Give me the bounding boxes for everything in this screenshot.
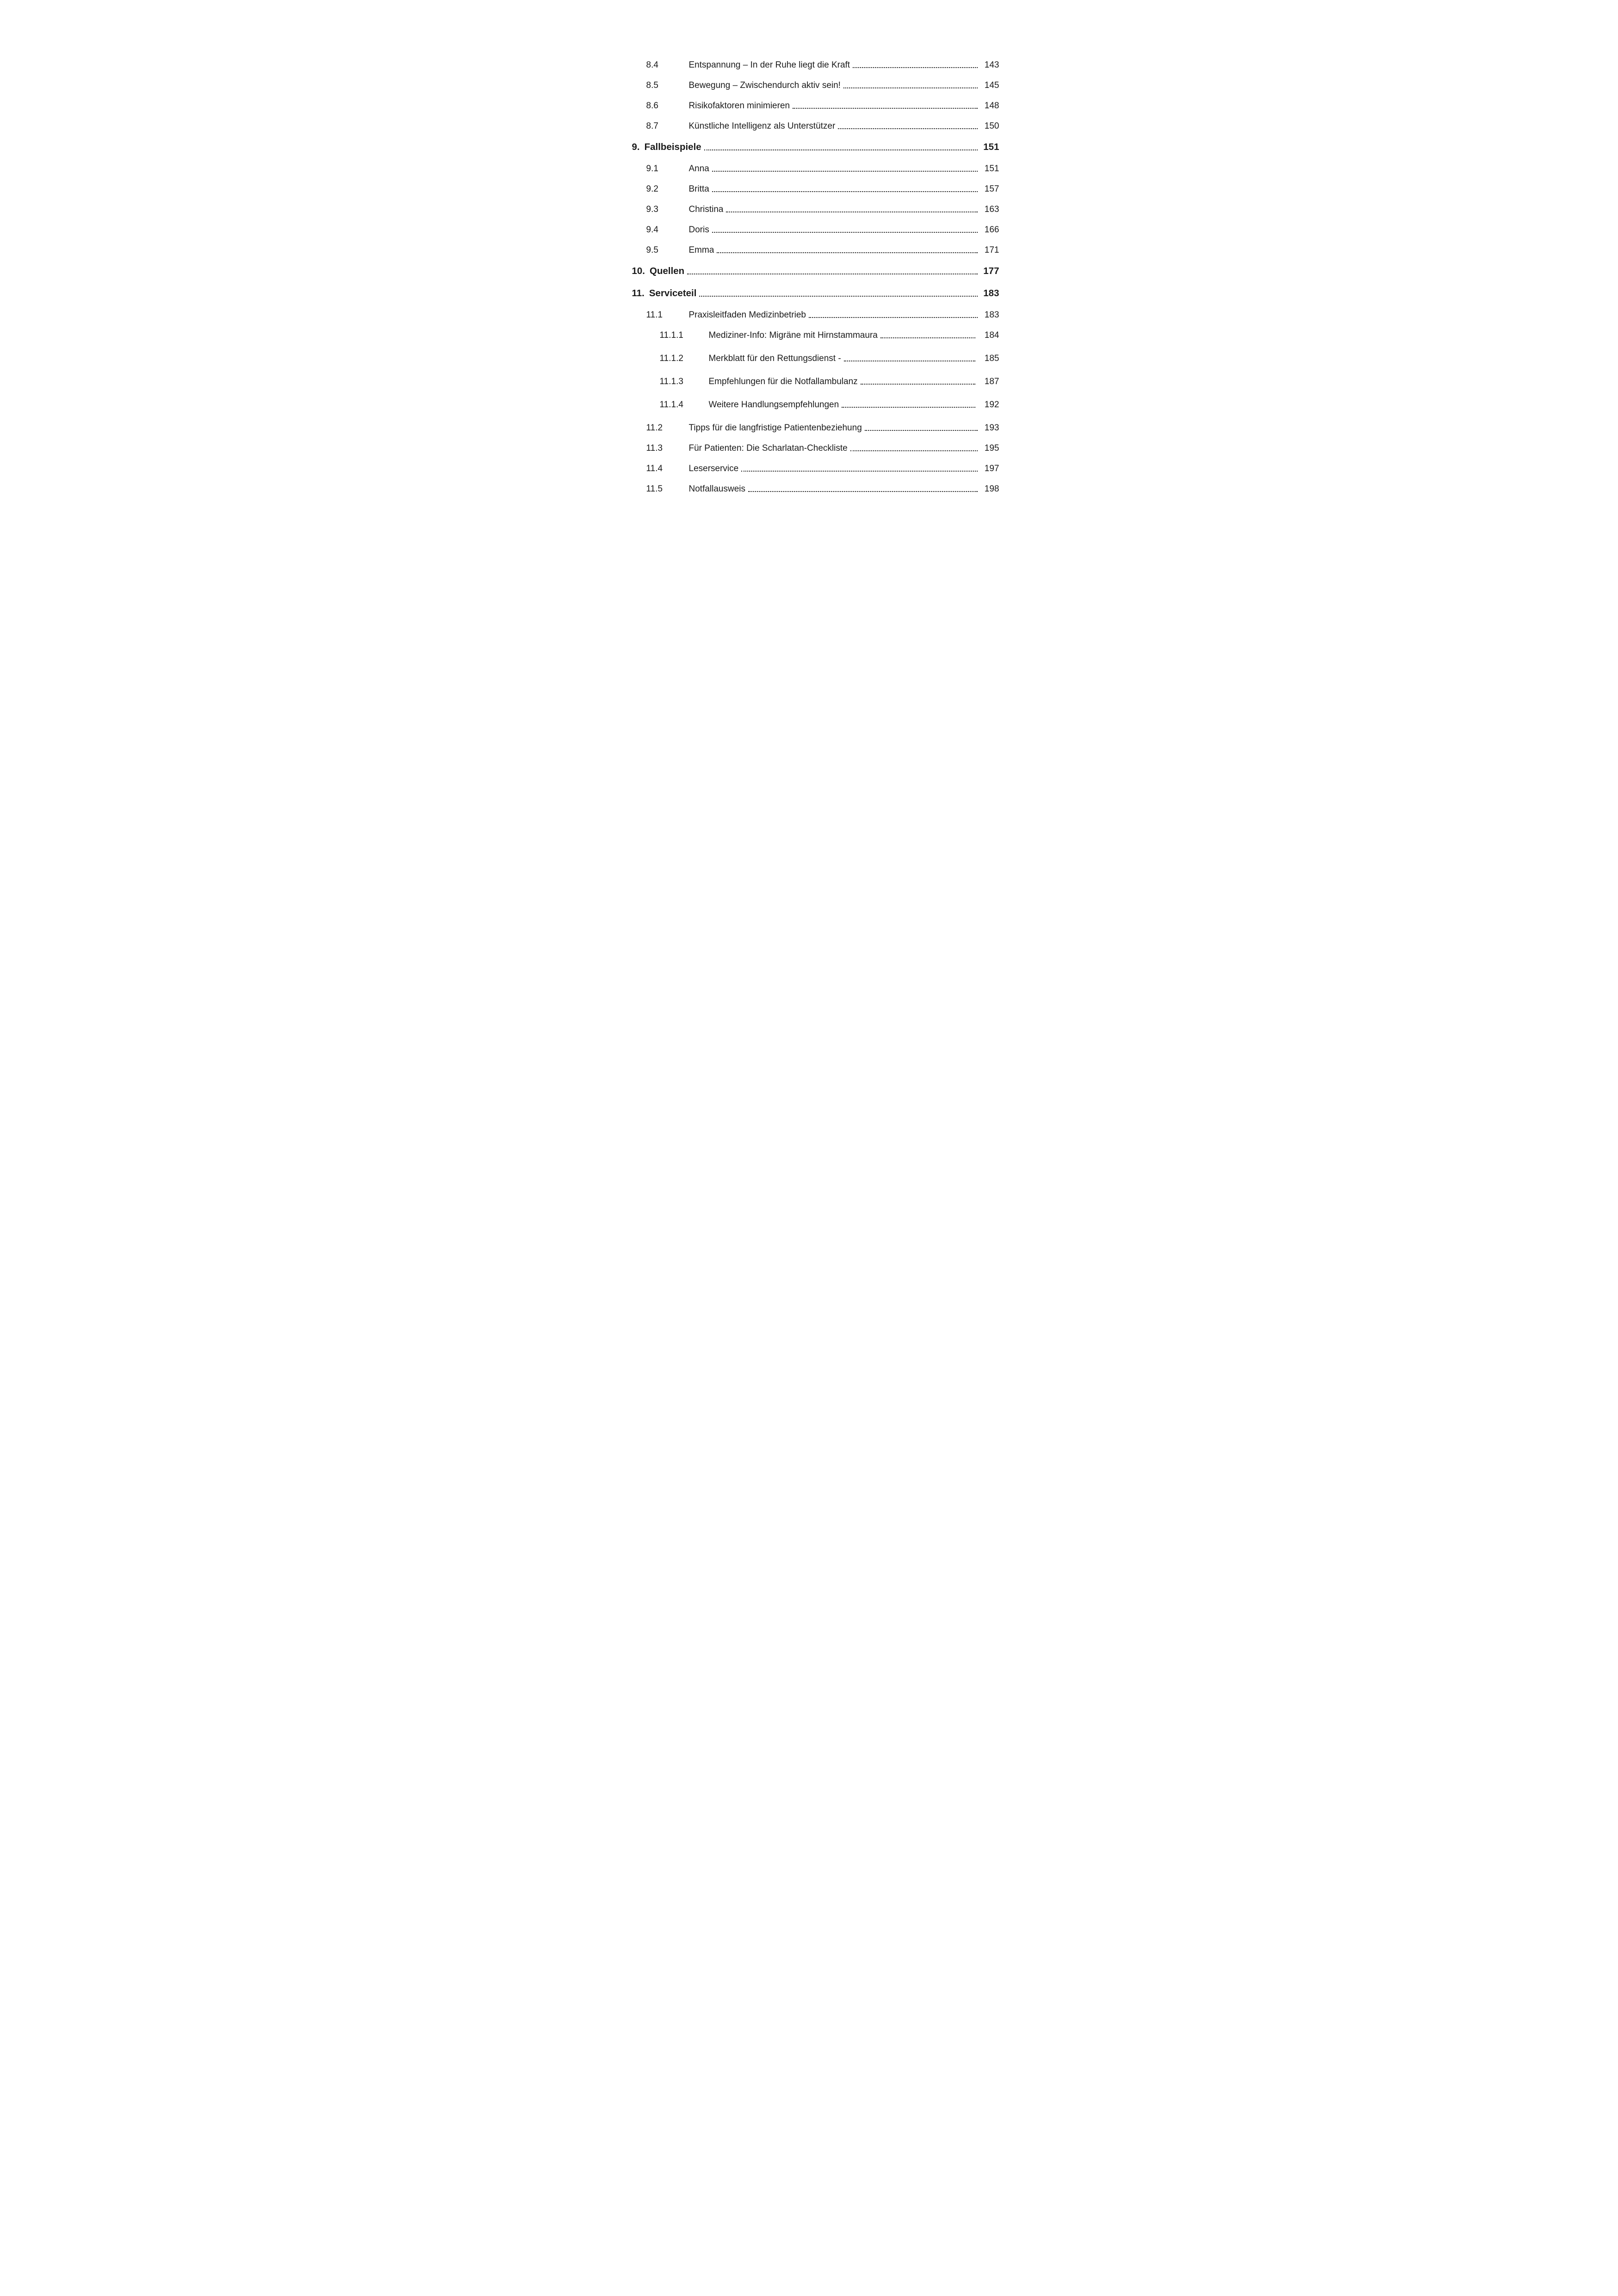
toc-entry — [632, 310, 999, 320]
toc-entry-number: 11.1 — [646, 310, 663, 320]
toc-entry — [632, 484, 999, 494]
toc-dot-leader — [843, 87, 978, 88]
toc-entry-title: Für Patienten: Die Scharlatan-Checkliste — [688, 443, 848, 453]
toc-entry-page: 197 — [984, 464, 999, 473]
toc-entry-number: 9.1 — [646, 164, 658, 174]
toc-dot-leader — [712, 171, 978, 172]
toc-entry-number: 11.1.3 — [659, 377, 683, 386]
toc-entry-title: Bewegung – Zwischendurch aktiv sein! — [688, 81, 841, 90]
toc-entry-number: 10. — [632, 266, 645, 276]
toc-entry — [632, 377, 999, 387]
toc-entry — [632, 60, 999, 70]
toc-entry-page: 192 — [984, 400, 999, 410]
toc-entry-title: Anna — [688, 164, 709, 174]
document-page — [539, 0, 1079, 765]
toc-entry-page: 177 — [983, 266, 999, 276]
toc-dot-leader — [712, 232, 978, 233]
toc-entry-number: 9.4 — [646, 225, 658, 235]
toc-entry — [632, 101, 999, 111]
toc-entry-title: Leserservice — [688, 464, 739, 473]
toc-entry-page: 151 — [983, 142, 999, 152]
toc-entry — [632, 121, 999, 131]
toc-entry-title: Mediziner-Info: Migräne mit Hirnstammaura — [708, 330, 878, 340]
toc-entry-title: Britta — [688, 184, 709, 194]
toc-entry-page: 143 — [984, 60, 999, 70]
toc-entry-page: 148 — [984, 101, 999, 111]
toc-dot-leader — [853, 67, 977, 68]
toc-entry-number: 11.1.4 — [659, 400, 683, 410]
toc-entry-title: Empfehlungen für die Notfallambulanz — [708, 377, 858, 386]
toc-entry-title: Quellen — [650, 266, 685, 276]
toc-entry-page: 185 — [984, 354, 999, 363]
toc-entry-page: 193 — [984, 423, 999, 433]
toc-entry — [632, 423, 999, 433]
toc-entry-number: 8.4 — [646, 60, 658, 70]
toc-entry-number: 8.6 — [646, 101, 658, 111]
toc-entry — [632, 354, 999, 364]
toc-entry — [632, 464, 999, 474]
toc-dot-leader — [717, 252, 977, 253]
toc-entry-page: 163 — [984, 205, 999, 214]
toc-dot-leader — [850, 450, 978, 451]
toc-dot-leader — [793, 108, 977, 109]
toc-entry-title: Tipps für die langfristige Patientenbeziehung — [688, 423, 862, 433]
toc-dot-leader — [861, 384, 975, 385]
toc-entry-number: 9. — [632, 142, 640, 152]
toc-entry-number: 11.1.2 — [659, 354, 683, 363]
toc-entry — [632, 330, 999, 341]
toc-entry-page: 184 — [984, 330, 999, 340]
toc-dot-leader — [712, 191, 978, 192]
toc-entry-title: Notfallausweis — [688, 484, 745, 494]
toc-entry-number: 9.3 — [646, 205, 658, 214]
toc-entry — [632, 184, 999, 194]
toc-dot-leader — [880, 337, 975, 338]
toc-entry — [632, 205, 999, 215]
toc-entry-title: Emma — [688, 245, 714, 255]
toc-entry-page: 145 — [984, 81, 999, 90]
toc-entry-page: 187 — [984, 377, 999, 386]
toc-entry — [632, 266, 999, 277]
toc-dot-leader — [741, 471, 977, 472]
toc-entry-page: 151 — [984, 164, 999, 174]
toc-entry-page: 157 — [984, 184, 999, 194]
toc-entry-number: 11.2 — [646, 423, 663, 433]
toc-entry-title: Praxisleitfaden Medizinbetrieb — [688, 310, 806, 320]
toc-entry-number: 11. — [632, 288, 645, 299]
toc-entry-number: 9.2 — [646, 184, 658, 194]
toc-dot-leader — [865, 430, 978, 431]
toc-entry-number: 9.5 — [646, 245, 658, 255]
toc-dot-leader — [809, 317, 978, 318]
toc-entry-title: Merkblatt für den Rettungsdienst - — [708, 354, 841, 363]
toc-entry-number: 11.1.1 — [659, 330, 683, 340]
toc-entry-title: Fallbeispiele — [644, 142, 701, 152]
toc-entry — [632, 225, 999, 235]
toc-entry-number: 11.5 — [646, 484, 663, 494]
toc-list — [632, 60, 999, 504]
toc-entry-title: Serviceteil — [649, 288, 697, 299]
toc-entry-title: Weitere Handlungsempfehlungen — [708, 400, 839, 410]
toc-entry — [632, 164, 999, 174]
toc-entry-title: Doris — [688, 225, 709, 235]
toc-dot-leader — [748, 491, 978, 492]
toc-entry-page: 166 — [984, 225, 999, 235]
toc-entry-page: 198 — [984, 484, 999, 494]
toc-entry-page: 195 — [984, 443, 999, 453]
toc-entry-title: Künstliche Intelligenz als Unterstützer — [688, 121, 836, 131]
toc-entry-title: Entspannung – In der Ruhe liegt die Kraft — [688, 60, 850, 70]
toc-entry-number: 8.7 — [646, 121, 658, 131]
toc-entry-number: 8.5 — [646, 81, 658, 90]
toc-entry — [632, 142, 999, 153]
toc-entry-page: 183 — [983, 288, 999, 299]
toc-entry-number: 11.4 — [646, 464, 663, 473]
toc-dot-leader — [699, 296, 977, 297]
toc-dot-leader — [704, 149, 978, 150]
toc-entry-page: 171 — [984, 245, 999, 255]
toc-entry — [632, 288, 999, 299]
toc-entry — [632, 443, 999, 454]
toc-entry-page: 150 — [984, 121, 999, 131]
toc-entry — [632, 400, 999, 410]
toc-entry — [632, 81, 999, 91]
toc-entry-page: 183 — [984, 310, 999, 320]
toc-dot-leader — [838, 128, 977, 129]
toc-entry-title: Christina — [688, 205, 724, 214]
toc-dot-leader — [842, 407, 975, 408]
toc-entry-number: 11.3 — [646, 443, 663, 453]
toc-entry-title: Risikofaktoren minimieren — [688, 101, 790, 111]
toc-entry — [632, 245, 999, 255]
